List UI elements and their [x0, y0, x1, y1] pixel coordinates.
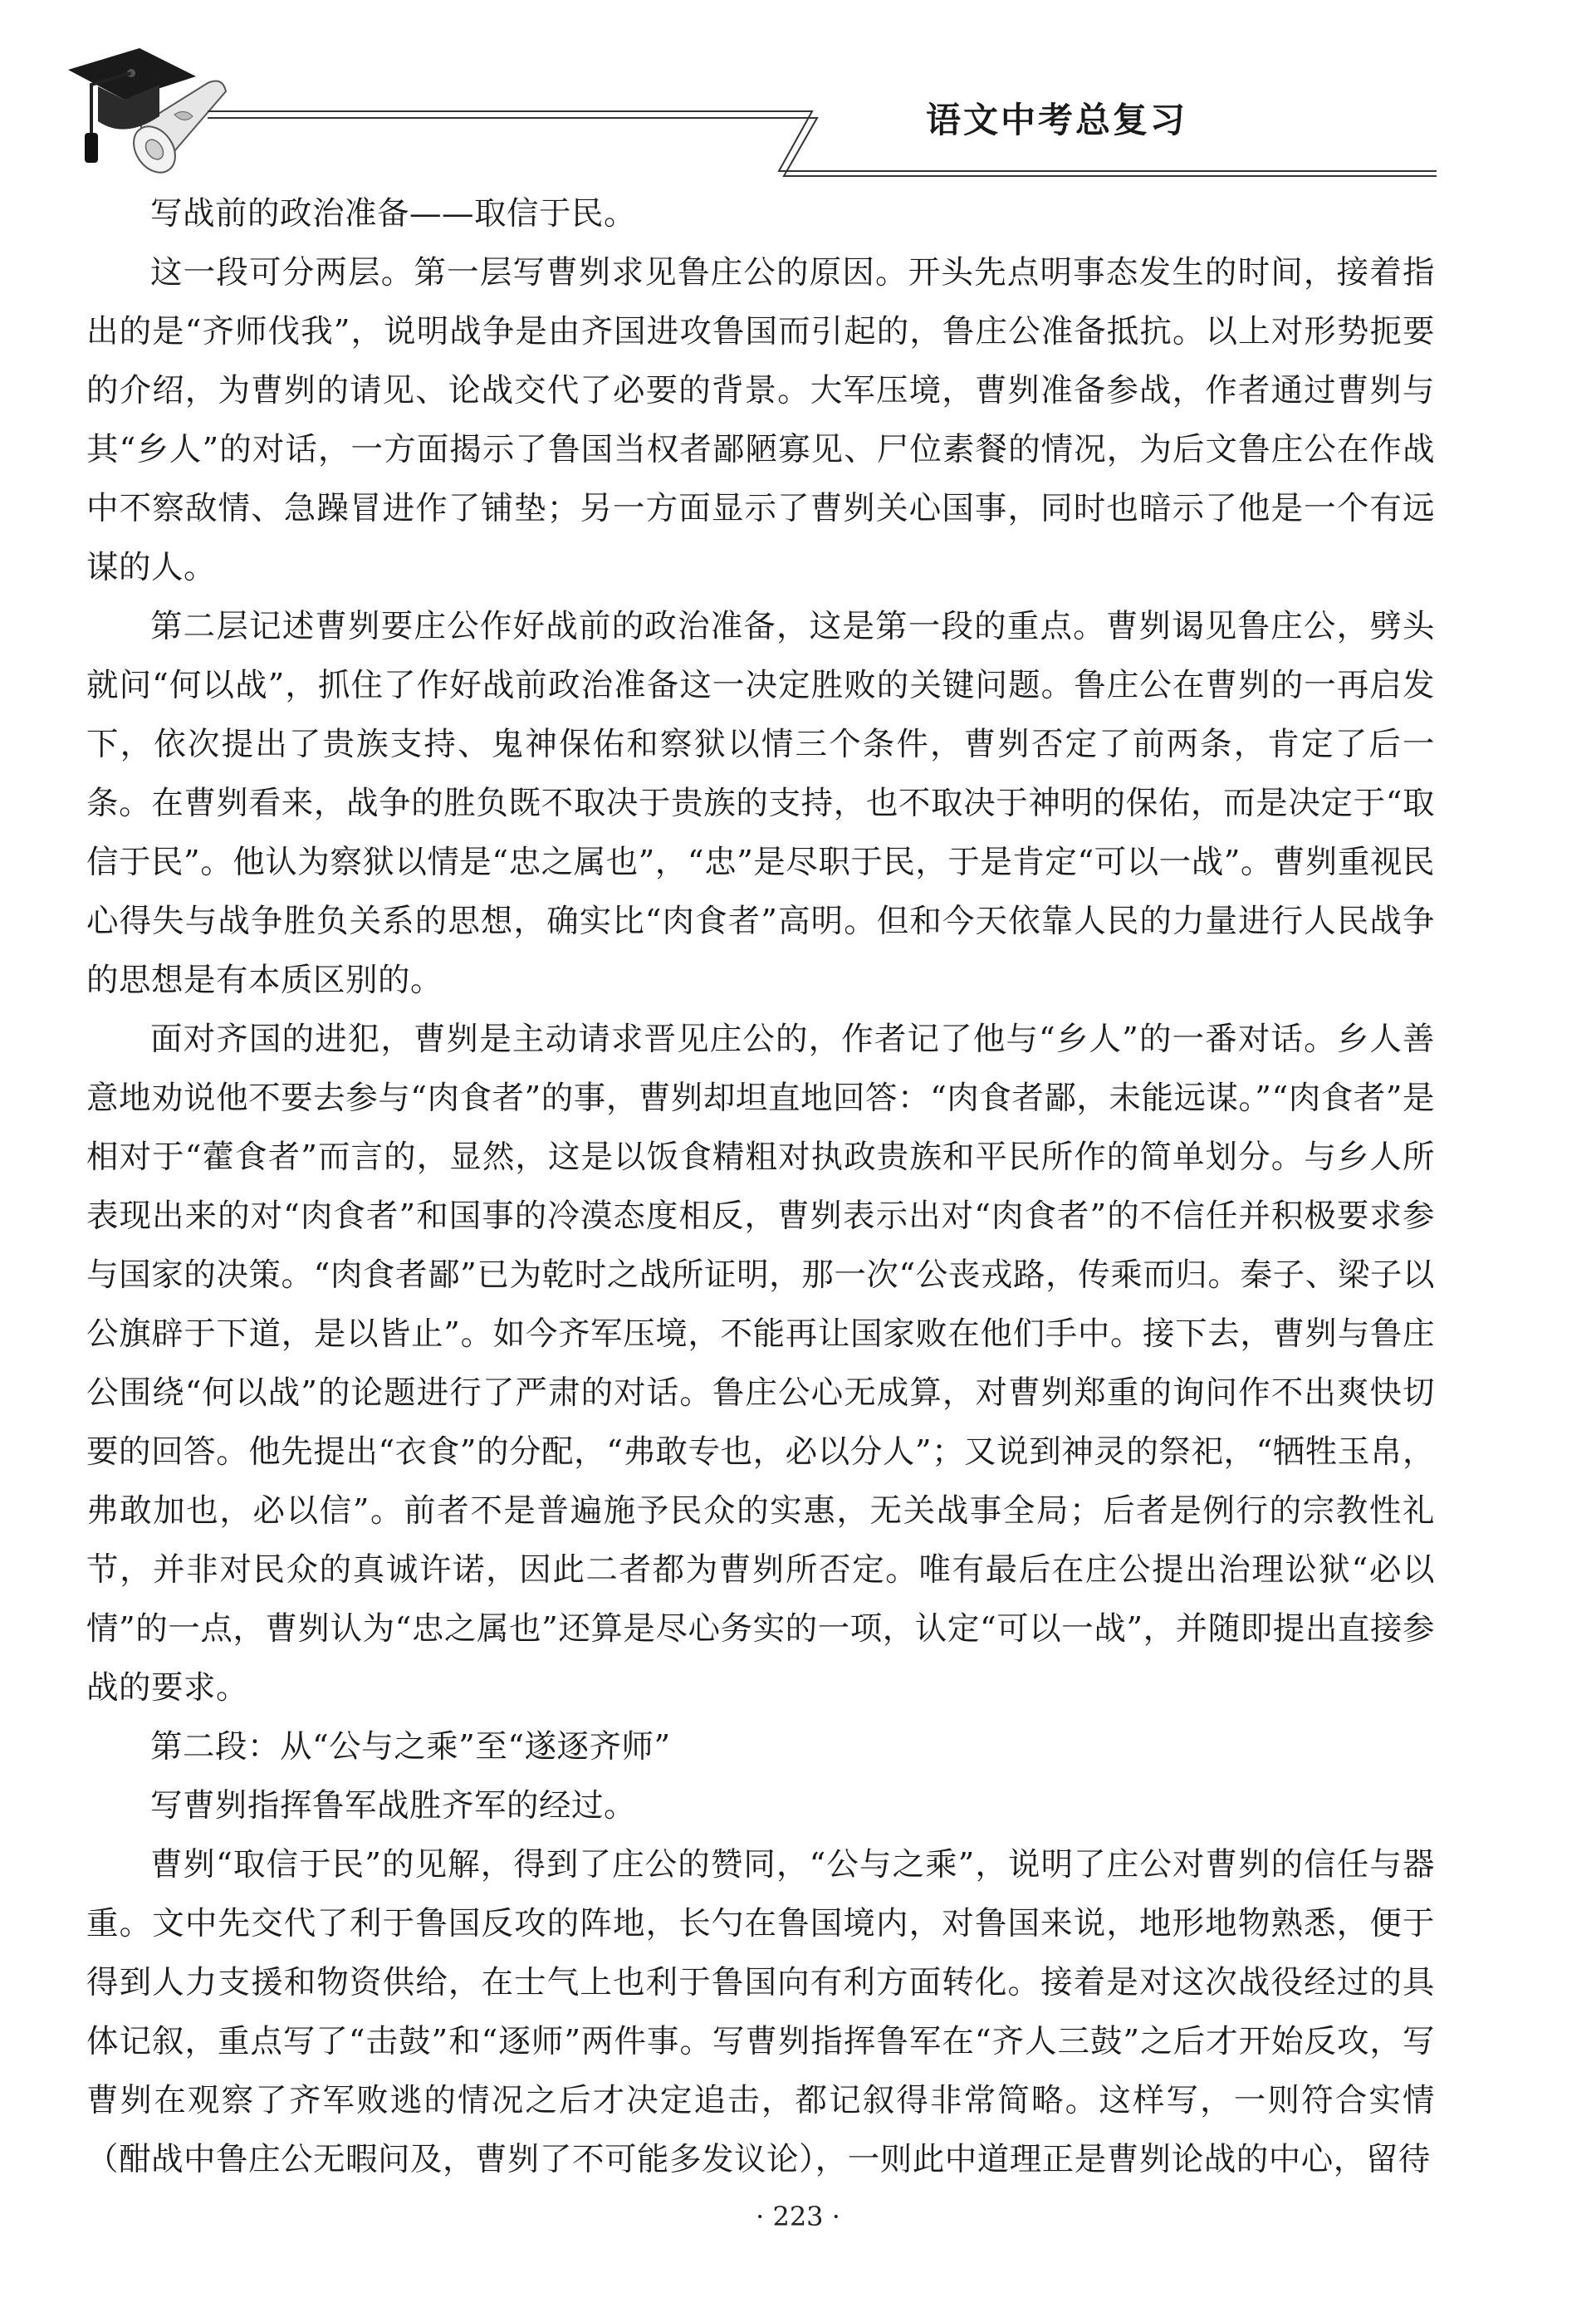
book-title: 语文中考总复习	[926, 100, 1188, 140]
paragraph-3: 第二层记述曹刿要庄公作好战前的政治准备，这是第一段的重点。曹刿谒见鲁庄公，劈头就问“何以战”，抓住了作好战前政治准备这一决定胜败的关键问题。鲁庄公在曹刿的一再启发下，依次提出了贵族支持、鬼神保佑和察狱以情三个条件，曹刿否定了前两条，肯定了后一条。在曹刿看来，战争的胜负既不取决于贵族的支持，也不取决于神明的保佑，而是决定于“取信于民”。他认为察狱以情是“忠之属也”，“忠”是尽职于民，于是肯定“可以一战”。曹刿重视民心得失与战争胜负关系的思想，确实比“肉食者”高明。但和今天依靠人民的力量进行人民战争的思想是有本质区别的。	[86, 608, 1435, 999]
page-header	[0, 0, 1596, 191]
paragraph-6: 写曹刿指挥鲁军战胜齐军的经过。	[150, 1787, 637, 1825]
section-heading: 第二段：从“公与之乘”至“遂逐齐师”	[150, 1728, 671, 1766]
paragraph-1: 写战前的政治准备——取信于民。	[150, 195, 637, 233]
page-number: · 223 ·	[756, 2201, 840, 2232]
paragraph-4: 面对齐国的进犯，曹刿是主动请求晋见庄公的，作者记了他与“乡人”的一番对话。乡人善意地劝说他不要去参与“肉食者”的事，曹刿却坦直地回答：“肉食者鄙，未能远谋。”“肉食者”是相对于“藿食者”而言的，显然，这是以饭食精粗对执政贵族和平民所作的简单划分。与乡人所表现出来的对“肉食者”和国事的冷漠态度相反，曹刿表示出对“肉食者”的不信任并积极要求参与国家的决策。“肉食者鄙”已为乾时之战所证明，那一次“公丧戎路，传乘而归。秦子、梁子以公旗辟于下道，是以皆止”。如今齐军压境，不能再让国家败在他们手中。接下去，曹刿与鲁庄公围绕“何以战”的论题进行了严肃的对话。鲁庄公心无成算，对曹刿郑重的询问作不出爽快切要的回答。他先提出“衣食”的分配，“弗敢专也，必以分人”；又说到神灵的祭祀，“牺牲玉帛，弗敢加也，必以信”。前者不是普遍施予民众的实惠，无关战事全局；后者是例行的宗教性礼节，并非对民众的真诚许诺，因此二者都为曹刿所否定。唯有最后在庄公提出治理讼狱“必以情”的一点，曹刿认为“忠之属也”还算是尽心务实的一项，认定“可以一战”，并随即提出直接参战的要求。	[86, 1021, 1435, 1707]
paragraph-2: 这一段可分两层。第一层写曹刿求见鲁庄公的原因。开头先点明事态发生的时间，接着指出的是“齐师伐我”，说明战争是由齐国进攻鲁国而引起的，鲁庄公准备抵抗。以上对形势扼要的介绍，为曹刿的请见、论战交代了必要的背景。大军压境，曹刿准备参战，作者通过曹刿与其“乡人”的对话，一方面揭示了鲁国当权者鄙陋寡见、尸位素餐的情况，为后文鲁庄公在作战中不察敌情、急躁冒进作了铺垫；另一方面显示了曹刿关心国事，同时也暗示了他是一个有远谋的人。	[86, 254, 1435, 586]
paragraph-7: 曹刿“取信于民”的见解，得到了庄公的赞同，“公与之乘”，说明了庄公对曹刿的信任与器重。文中先交代了利于鲁国反攻的阵地，长勺在鲁国境内，对鲁国来说，地形地物熟悉，便于得到人力支援和物资供给，在士气上也利于鲁国向有利方面转化。接着是对这次战役经过的具体记叙，重点写了“击鼓”和“逐师”两件事。写曹刿指挥鲁军在“齐人三鼓”之后才开始反攻，写曹刿在观察了齐军败逃的情况之后才决定追击，都记叙得非常简略。这样写，一则符合实情（酣战中鲁庄公无暇问及，曹刿了不可能多发议论），一则此中道理正是曹刿论战的中心，留待	[86, 1846, 1435, 2178]
header-decoration	[0, 0, 1596, 191]
header-rule-lines	[208, 111, 1437, 176]
main-text	[86, 184, 1435, 2189]
